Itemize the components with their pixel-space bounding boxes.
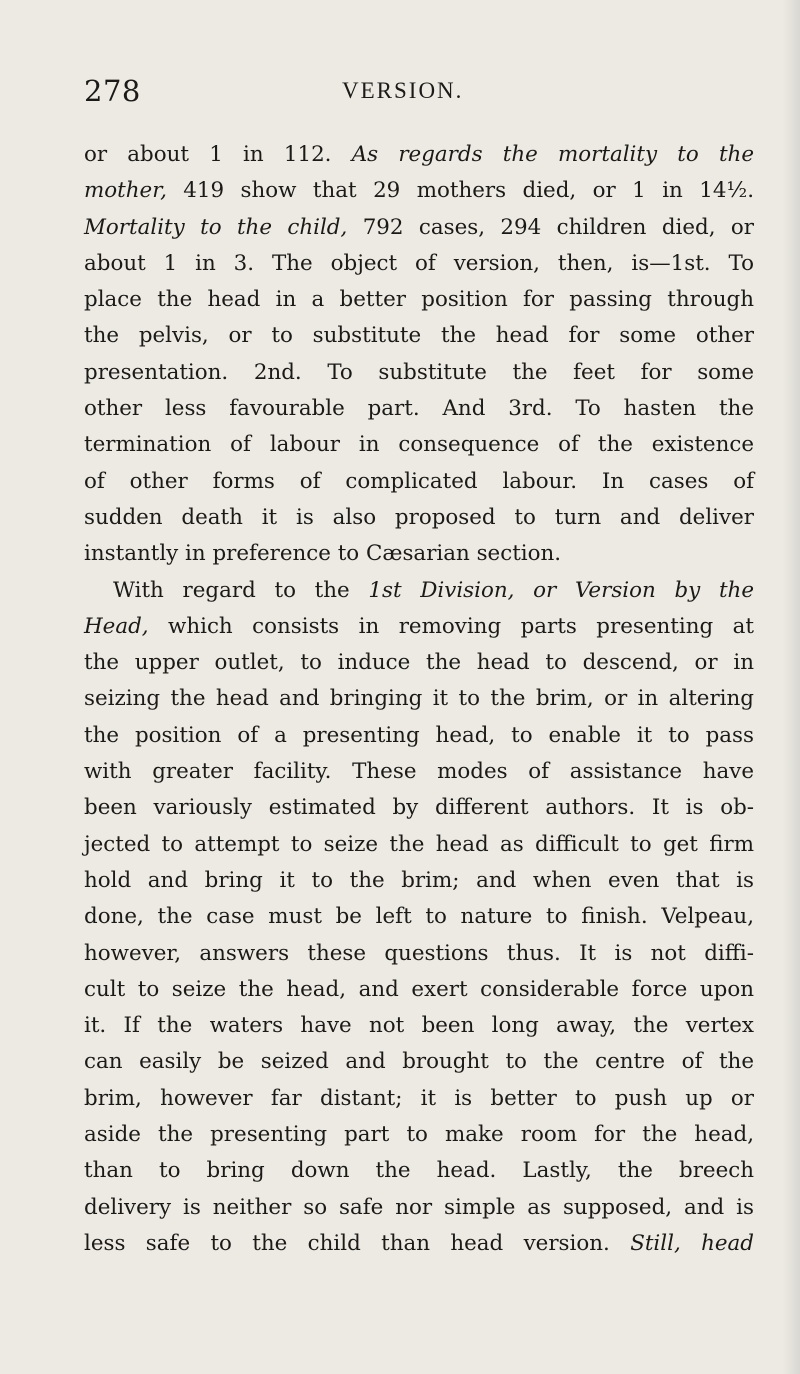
- text-line: [84, 1117, 754, 1153]
- text-segment: can easily be seized and brought to the centre of the: [84, 1049, 754, 1075]
- text-line: [84, 863, 754, 899]
- text-line: [84, 210, 754, 246]
- text-segment: it. If the waters have not been long away, the vertex: [84, 1013, 754, 1039]
- text-segment: sudden death it is also proposed to turn and deliver: [84, 504, 754, 530]
- body-text: [84, 137, 754, 1262]
- text-segment: termination of labour in consequence of the existence: [84, 432, 754, 458]
- text-segment: the upper outlet, to induce the head to descend, or in: [84, 650, 754, 676]
- text-segment: hold and bring it to the brim; and when even that is: [84, 867, 754, 893]
- text-line: [84, 1226, 754, 1262]
- text-line: [84, 718, 754, 754]
- text-segment: cult to seize the head, and exert considerable force upon: [84, 976, 754, 1002]
- text-segment: delivery is neither so safe nor simple as supposed, and is: [84, 1194, 754, 1220]
- text-segment: been variously estimated by different authors. It is ob-: [84, 795, 754, 821]
- text-line: [84, 500, 754, 536]
- text-segment: other less favourable part. And 3rd. To hasten the: [84, 396, 754, 422]
- italic-text: Mortality to the child,: [84, 214, 348, 240]
- text-segment: less safe to the child than head version.: [84, 1230, 631, 1256]
- text-segment: instantly in preference to Cæsarian section.: [84, 541, 562, 567]
- text-line: [84, 645, 754, 681]
- text-segment: than to bring down the head. Lastly, the breech: [84, 1158, 754, 1184]
- text-line: [84, 536, 754, 572]
- text-segment: seizing the head and bringing it to the brim, or in altering: [84, 686, 754, 712]
- text-segment: of other forms of complicated labour. In cases of: [84, 468, 754, 494]
- text-segment: the position of a presenting head, to enable it to pass: [84, 722, 754, 748]
- text-line: [84, 282, 754, 318]
- text-line: [84, 790, 754, 826]
- text-line: [84, 137, 754, 173]
- text-line: [84, 318, 754, 354]
- text-segment: the pelvis, or to substitute the head for some other: [84, 323, 754, 349]
- text-line: [84, 427, 754, 463]
- text-segment: aside the presenting part to make room for the head,: [84, 1122, 754, 1148]
- italic-text: 1st Division, or Version by the: [368, 577, 754, 603]
- text-line: [84, 173, 754, 209]
- text-line: [84, 246, 754, 282]
- text-segment: jected to attempt to seize the head as difficult to get firm: [84, 831, 754, 857]
- text-line: [84, 681, 754, 717]
- text-segment: 792 cases, 294 children died, or: [347, 214, 754, 240]
- text-segment: place the head in a better position for passing through: [84, 287, 754, 313]
- text-segment: which consists in removing parts presenting at: [148, 613, 754, 639]
- text-line: [84, 754, 754, 790]
- text-line: [84, 1190, 754, 1226]
- page-number: 278: [84, 74, 141, 108]
- text-line: [84, 573, 754, 609]
- page-edge-shadow: [782, 0, 800, 1374]
- text-line: [84, 899, 754, 935]
- text-line: [84, 355, 754, 391]
- text-segment: with greater facility. These modes of assistance have: [84, 759, 754, 785]
- text-segment: however, answers these questions thus. It is not diffi-: [84, 940, 754, 966]
- text-line: [84, 1081, 754, 1117]
- running-head: VERSION.: [342, 78, 464, 103]
- text-segment: presentation. 2nd. To substitute the feet for some: [84, 359, 754, 385]
- text-line: [84, 972, 754, 1008]
- text-line: [84, 1044, 754, 1080]
- text-line: [84, 936, 754, 972]
- text-segment: 419 show that 29 mothers died, or 1 in 14½.: [166, 178, 754, 204]
- text-line: [84, 391, 754, 427]
- text-segment: or about 1 in 112.: [84, 142, 352, 167]
- text-line: [84, 464, 754, 500]
- text-line: [84, 1008, 754, 1044]
- text-segment: about 1 in 3. The object of version, then, is—1st. To: [84, 250, 754, 276]
- text-segment: done, the case must be left to nature to finish. Velpeau,: [84, 904, 754, 930]
- italic-text: mother,: [84, 178, 167, 204]
- text-segment: With regard to the: [113, 577, 369, 603]
- text-segment: brim, however far distant; it is better to push up or: [84, 1085, 754, 1111]
- text-line: [84, 609, 754, 645]
- page-header: [84, 74, 734, 110]
- text-line: [84, 1153, 754, 1189]
- italic-text: Still, head: [630, 1230, 754, 1256]
- italic-text: Head,: [84, 613, 149, 639]
- italic-text: As regards the mortality to the: [351, 142, 754, 167]
- text-line: [84, 827, 754, 863]
